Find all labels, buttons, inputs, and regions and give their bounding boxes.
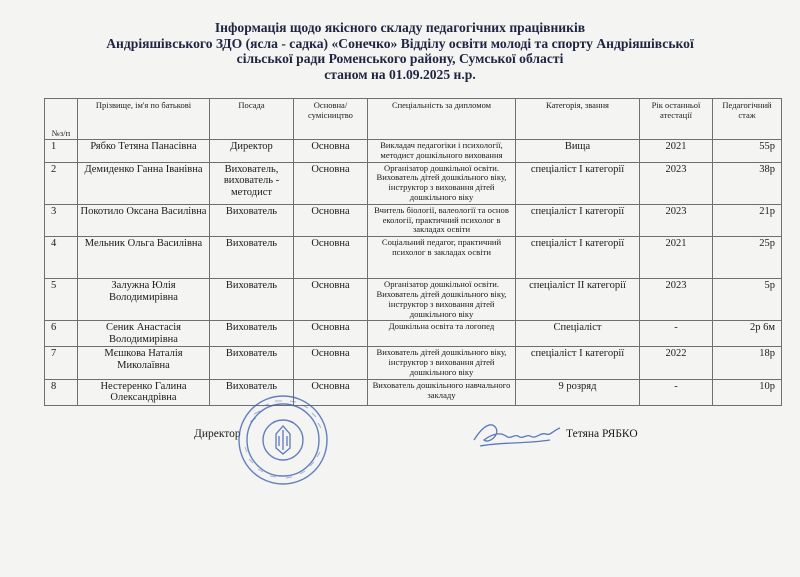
row-name: Мєшкова Наталія Миколаївна xyxy=(78,347,210,379)
row-name: Залужна Юлія Володимирівна xyxy=(78,279,210,321)
table-header-row xyxy=(45,99,782,140)
row-category: спеціаліст І категорії xyxy=(516,204,640,236)
row-category: спеціаліст І категорії xyxy=(516,237,640,279)
trident-icon xyxy=(276,426,290,454)
row-experience: 21р xyxy=(713,204,782,236)
row-num: 1 xyxy=(45,140,78,163)
row-employment: Основна xyxy=(294,321,368,347)
row-cert-year: 2023 xyxy=(640,279,713,321)
row-cert-year: 2022 xyxy=(640,347,713,379)
table-row xyxy=(45,204,782,236)
header-num: №з/п xyxy=(45,99,78,140)
title-line-1: Інформація щодо якісного складу педагогічних працівників xyxy=(214,20,586,35)
header-name: Прізвище, ім'я по батькові xyxy=(78,99,210,140)
row-position: Вихователь xyxy=(210,237,294,279)
row-employment: Основна xyxy=(294,379,368,405)
table-row xyxy=(45,279,782,321)
row-num: 7 xyxy=(45,347,78,379)
row-position: Директор xyxy=(210,140,294,163)
table-row xyxy=(45,237,782,279)
row-num: 8 xyxy=(45,379,78,405)
header-specialty: Спеціальність за дипломом xyxy=(368,99,516,140)
row-name: Сеник Анастасія Володимирівна xyxy=(78,321,210,347)
header-cert-year: Рік останньої атестації xyxy=(640,99,713,140)
row-name: Нестеренко Галина Олександрівна xyxy=(78,379,210,405)
row-experience: 2р 6м xyxy=(713,321,782,347)
row-position: Вихователь xyxy=(210,279,294,321)
row-position: Вихователь xyxy=(210,204,294,236)
row-experience: 10р xyxy=(713,379,782,405)
row-employment: Основна xyxy=(294,204,368,236)
row-experience: 55р xyxy=(713,140,782,163)
title-line-2: Андріяшівського ЗДО (ясла - садка) «Сонечко» Відділу освіти молоді та спорту Андріяшівської xyxy=(106,35,694,51)
row-specialty: Вихователь дошкільного навчального закладу xyxy=(368,379,516,405)
row-specialty: Вчитель біології, валеології та основ екології, практичний психолог в закладах освіти xyxy=(368,204,516,236)
document-title xyxy=(0,20,800,82)
row-num: 5 xyxy=(45,279,78,321)
row-employment: Основна xyxy=(294,279,368,321)
header-category: Категорія, звання xyxy=(516,99,640,140)
row-category: Вища xyxy=(516,140,640,163)
row-position: Вихователь xyxy=(210,321,294,347)
table-row xyxy=(45,347,782,379)
row-num: 6 xyxy=(45,321,78,347)
table-row xyxy=(45,140,782,163)
row-num: 3 xyxy=(45,204,78,236)
row-employment: Основна xyxy=(294,237,368,279)
row-experience: 38р xyxy=(713,162,782,204)
row-employment: Основна xyxy=(294,347,368,379)
row-experience: 18р xyxy=(713,347,782,379)
table-row xyxy=(45,321,782,347)
row-cert-year: 2023 xyxy=(640,162,713,204)
row-category: спеціаліст І категорії xyxy=(516,347,640,379)
header-employment: Основна/ сумісництво xyxy=(294,99,368,140)
row-cert-year: - xyxy=(640,321,713,347)
row-specialty: Соціальний педагог, практичний психолог в закладах освіти xyxy=(368,237,516,279)
table-row xyxy=(45,162,782,204)
row-specialty: Організатор дошкільної освіти. Вихователь дітей дошкільного віку, інструктор з виховання дітей дошкільного віку xyxy=(368,162,516,204)
table-row xyxy=(45,379,782,405)
row-specialty: Вихователь дітей дошкільного віку, інструктор з виховання дітей дошкільного віку xyxy=(368,347,516,379)
signature-role: Директор xyxy=(194,428,241,440)
title-line-3: сільської ради Роменського району, Сумської області xyxy=(236,51,564,66)
row-cert-year: 2021 xyxy=(640,237,713,279)
row-specialty: Організатор дошкільної освіти. Вихователь дітей дошкільного віку, інструктор з виховання дітей дошкільного віку xyxy=(368,279,516,321)
row-category: спеціаліст ІІ категорії xyxy=(516,279,640,321)
row-cert-year: 2023 xyxy=(640,204,713,236)
header-experience: Педагогічний стаж xyxy=(713,99,782,140)
row-cert-year: - xyxy=(640,379,713,405)
row-experience: 5р xyxy=(713,279,782,321)
row-num: 2 xyxy=(45,162,78,204)
row-name: Демиденко Ганна Іванівна xyxy=(78,162,210,204)
row-position: Вихователь xyxy=(210,379,294,405)
signature-name: Тетяна РЯБКО xyxy=(566,428,638,440)
row-category: Спеціаліст xyxy=(516,321,640,347)
row-employment: Основна xyxy=(294,162,368,204)
official-stamp xyxy=(230,392,336,488)
staff-table xyxy=(44,98,782,406)
row-name: Рябко Тетяна Панасівна xyxy=(78,140,210,163)
row-position: Вихователь xyxy=(210,347,294,379)
title-line-4: станом на 01.09.2025 н.р. xyxy=(324,66,476,82)
row-name: Покотило Оксана Василівна xyxy=(78,204,210,236)
row-experience: 25р xyxy=(713,237,782,279)
row-name: Мельник Ольга Василівна xyxy=(78,237,210,279)
header-position: Посада xyxy=(210,99,294,140)
row-specialty: Викладач педагогіки і психології, методист дошкільного виховання xyxy=(368,140,516,163)
row-category: 9 розряд xyxy=(516,379,640,405)
row-specialty: Дошкільна освіта та логопед xyxy=(368,321,516,347)
table-body xyxy=(45,140,782,406)
handwritten-signature xyxy=(470,414,562,454)
row-position: Вихователь, вихователь - методист xyxy=(210,162,294,204)
row-employment: Основна xyxy=(294,140,368,163)
row-cert-year: 2021 xyxy=(640,140,713,163)
row-num: 4 xyxy=(45,237,78,279)
row-category: спеціаліст І категорії xyxy=(516,162,640,204)
